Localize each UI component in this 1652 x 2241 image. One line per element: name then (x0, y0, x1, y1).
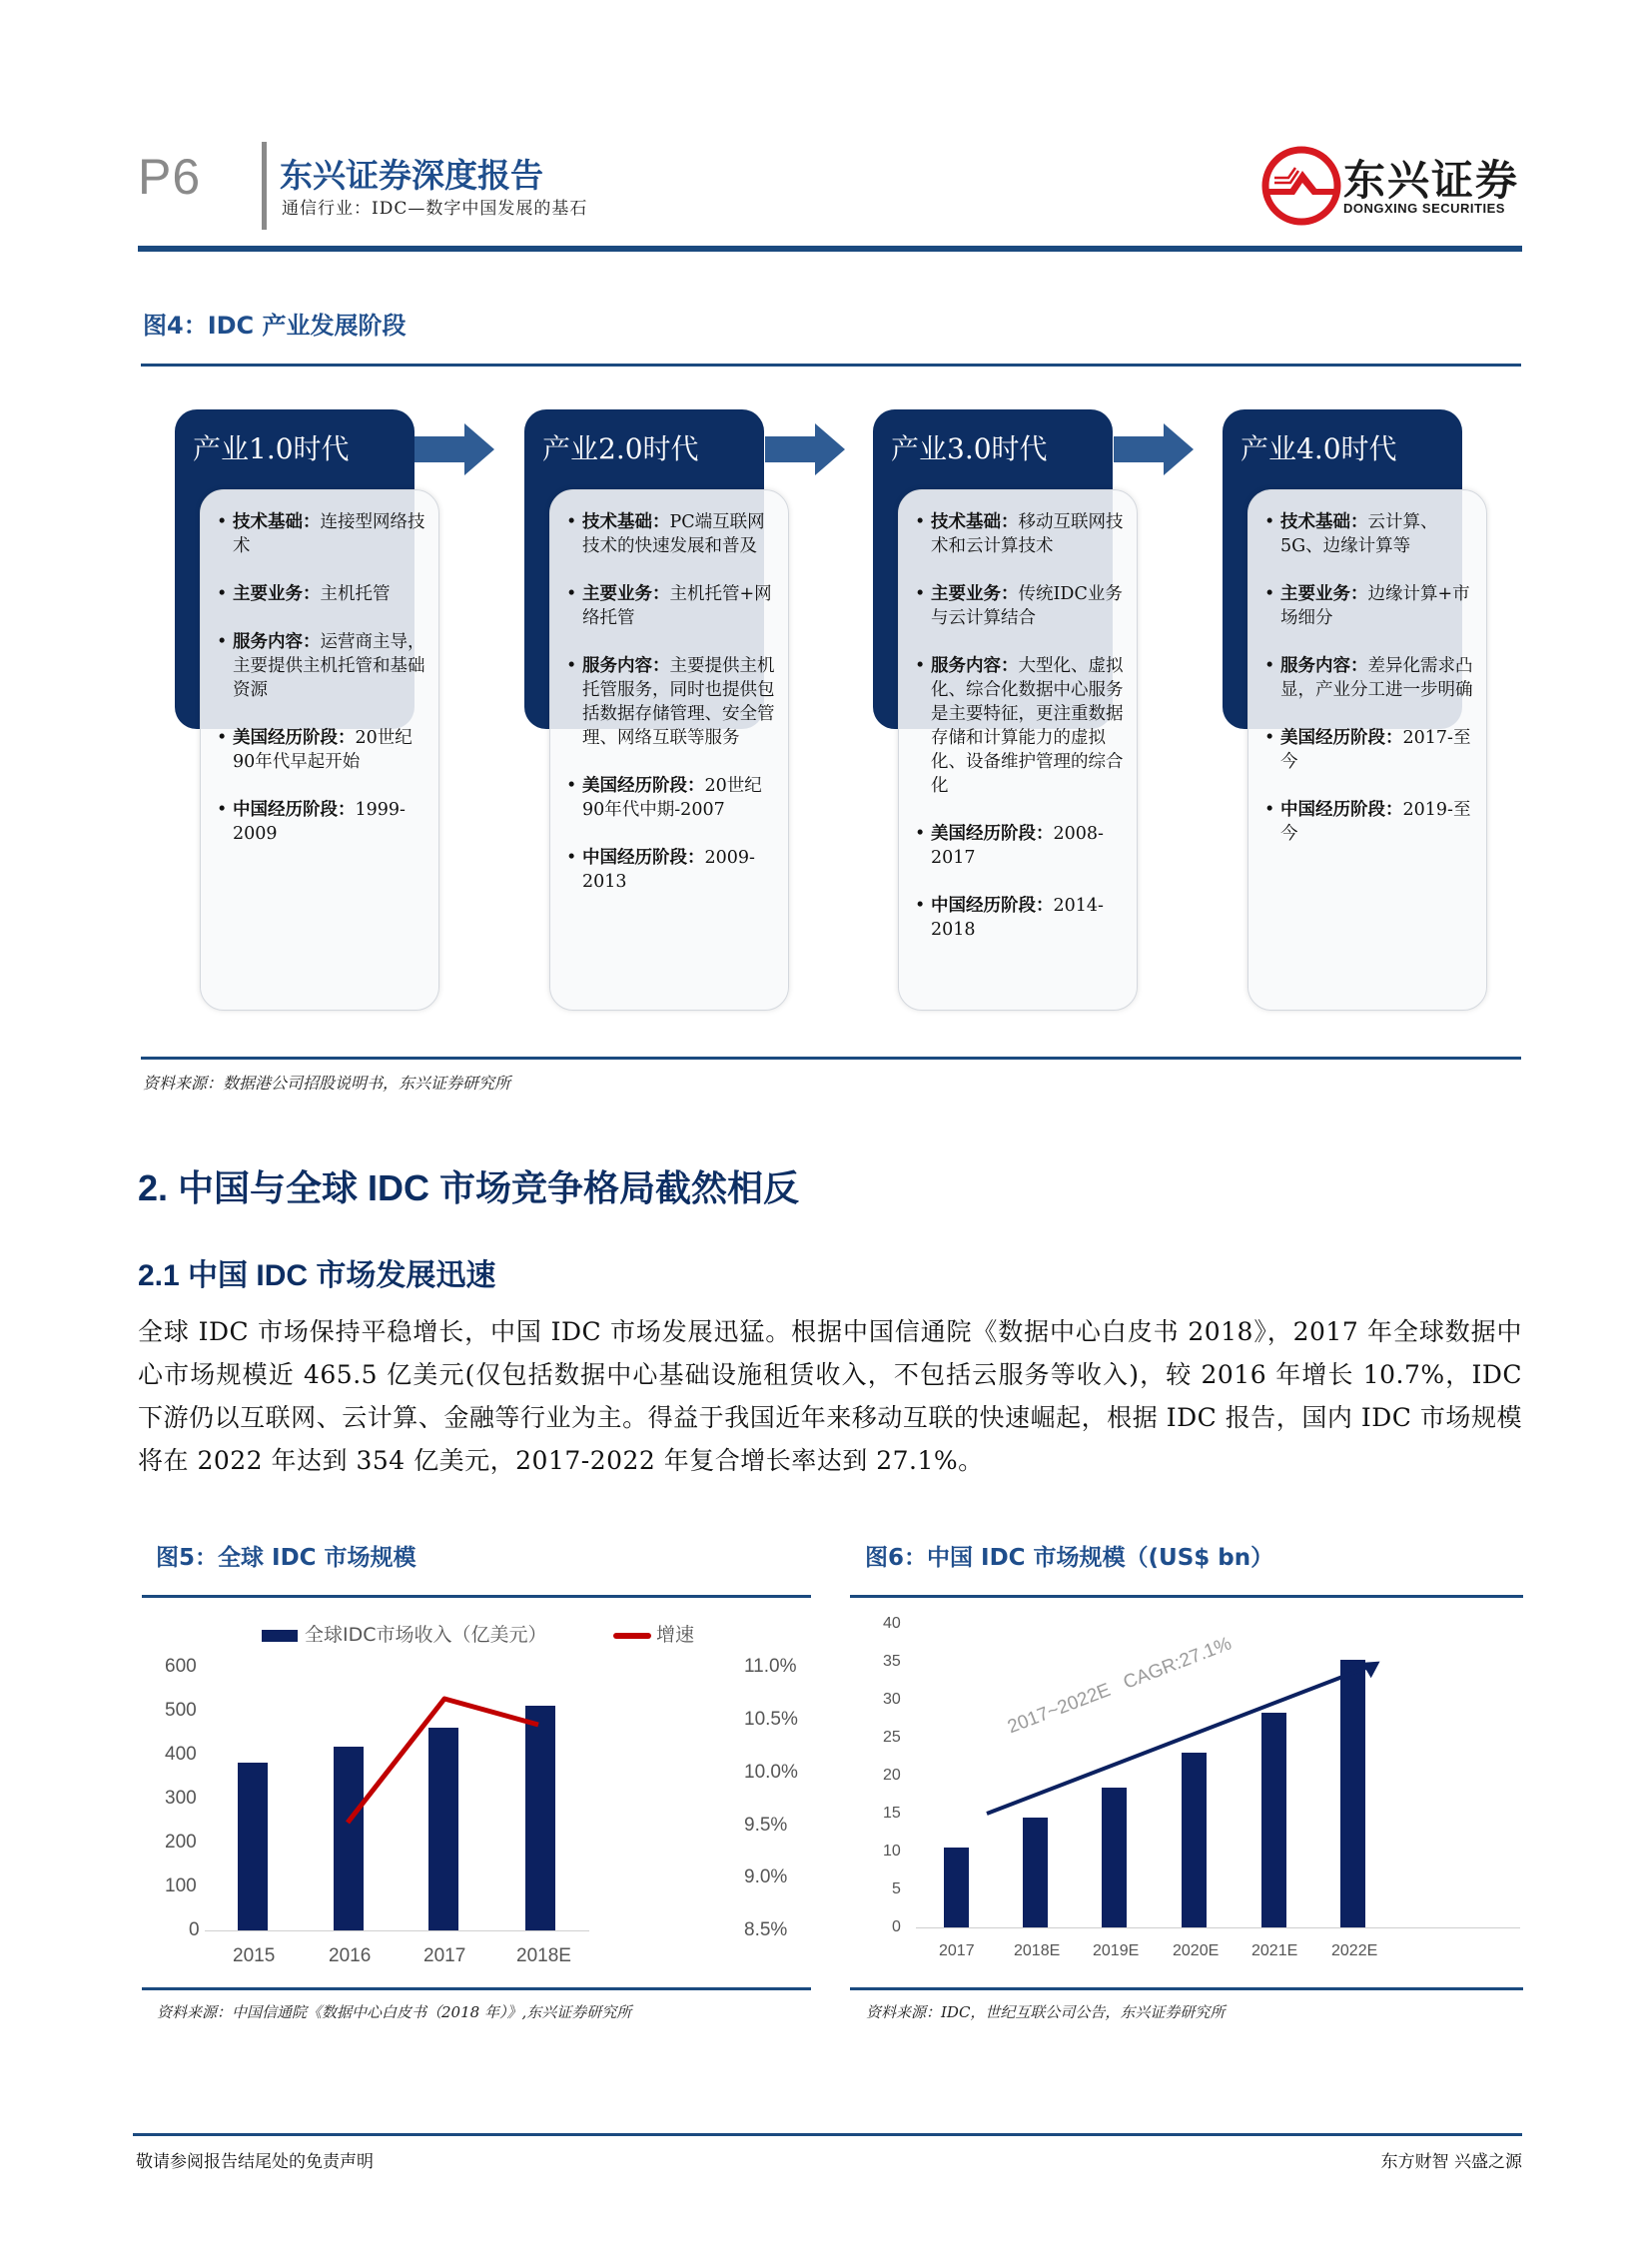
report-title: 东兴证券深度报告 (280, 156, 543, 195)
cagr-annotation: 2017~2022E CAGR:27.1% (1005, 1633, 1235, 1739)
figure6-bar-2018e (1023, 1818, 1048, 1927)
figure6-bottom-rule (850, 1987, 1523, 1990)
stage-item: • 美国经历阶段：2008-2017 (913, 822, 1127, 870)
stage-4-card (1247, 489, 1487, 1011)
footer-slogan: 东方财智 兴盛之源 (1380, 2152, 1522, 2172)
stage-item: • 中国经历阶段：2014-2018 (913, 894, 1127, 942)
figure5-bar-2015 (238, 1763, 268, 1930)
legend-bar-swatch (262, 1630, 298, 1642)
body-paragraph: 全球 IDC 市场保持平稳增长，中国 IDC 市场发展迅猛。根据中国信通院《数据中心白皮书 2018》，2017 年全球数据中心市场规模近 465.5 亿美元(仅包括数据中心基础设施租赁收入，不包括云服务等收入)，较 2016 年增长 10.7%，IDC 下游仍以互联网、云计算、金融等行业为主。得益于我国近年来移动互联的快速崛起，根据 IDC 报告，国内 IDC 市场规模将在 2022 年达到 354 亿美元，2017-2022 年复合增长率达到 27.1%。 (138, 1317, 1522, 1475)
stage-item: • 服务内容：大型化、虚拟化、综合化数据中心服务是主要特征，更注重数据存储和计算能力的虚拟化、设备维护管理的综合化 (913, 654, 1127, 798)
figure6-source: 资料来源：IDC，世纪互联公司公告，东兴证券研究所 (866, 2003, 1226, 2021)
stage-3-card (898, 489, 1138, 1011)
dongxing-logo-icon (1260, 145, 1342, 227)
logo-text-en: DONGXING SECURITIES (1343, 201, 1505, 216)
figure6-bar-2017 (944, 1848, 969, 1927)
figure5-bar-2018e (525, 1706, 555, 1930)
stage-item: • 主要业务：主机托管 (215, 582, 428, 606)
figure5-bar-2017 (428, 1728, 458, 1930)
figure6-top-rule (850, 1595, 1523, 1598)
figure4-source: 资料来源：数据港公司招股说明书，东兴证券研究所 (143, 1074, 511, 1093)
figure5-source: 资料来源：中国信通院《数据中心白皮书（2018 年）》,东兴证券研究所 (157, 2003, 632, 2021)
page-number: P6 (138, 149, 202, 205)
figure6-title: 图6：中国 IDC 市场规模（(US$ bn） (865, 1545, 1274, 1571)
figure5-top-rule (142, 1595, 811, 1598)
section-heading: 2. 中国与全球 IDC 市场竞争格局截然相反 (138, 1167, 800, 1208)
logo-text-cn: 东兴证券 (1343, 156, 1520, 205)
stage-item: • 中国经历阶段：2019-至今 (1262, 798, 1476, 846)
arrow-right-icon (765, 423, 845, 475)
stage-1-title: 产业1.0时代 (193, 432, 350, 465)
figure5-bar-2016 (334, 1747, 364, 1930)
stage-4-title: 产业4.0时代 (1240, 432, 1397, 465)
stage-item: • 美国经历阶段：2017-至今 (1262, 726, 1476, 774)
stage-item: • 技术基础：连接型网络技术 (215, 510, 428, 558)
stage-item: • 美国经历阶段：20世纪90年代早起开始 (215, 726, 428, 774)
stage-item: • 美国经历阶段：20世纪90年代中期-2007 (564, 774, 778, 822)
stage-item: • 技术基础：移动互联网技术和云计算技术 (913, 510, 1127, 558)
arrow-right-icon (1114, 423, 1194, 475)
stage-item: • 中国经历阶段：2009-2013 (564, 846, 778, 894)
arrow-right-icon (414, 423, 494, 475)
stage-item: • 服务内容：运营商主导，主要提供主机托管和基础资源 (215, 630, 428, 702)
stage-item: • 主要业务：边缘计算+市场细分 (1262, 582, 1476, 630)
figure4-top-rule (141, 364, 1521, 367)
stage-2-title: 产业2.0时代 (542, 432, 699, 465)
stage-item: • 服务内容：主要提供主机托管服务，同时也提供包括数据存储管理、安全管理、网络互联等服务 (564, 654, 778, 750)
figure5-title: 图5：全球 IDC 市场规模 (156, 1545, 416, 1571)
legend-line-swatch (613, 1633, 651, 1639)
figure5-x-axis (205, 1930, 589, 1931)
stage-item: • 中国经历阶段：1999-2009 (215, 798, 428, 846)
footer-rule (133, 2133, 1522, 2136)
cagr-trend-arrow-icon (979, 1648, 1398, 1828)
figure4-bottom-rule (141, 1057, 1521, 1060)
legend-line-label: 增速 (656, 1624, 695, 1646)
stage-item: • 主要业务：主机托管+网络托管 (564, 582, 778, 630)
header-divider (262, 142, 267, 230)
header-rule (138, 246, 1522, 252)
stage-item: • 技术基础：PC端互联网技术的快速发展和普及 (564, 510, 778, 558)
footer-disclaimer: 敬请参阅报告结尾处的免责声明 (136, 2152, 374, 2172)
stage-1-card (200, 489, 439, 1011)
figure5-bottom-rule (142, 1987, 811, 1990)
report-subtitle: 通信行业：IDC—数字中国发展的基石 (282, 199, 588, 219)
legend-bar-label: 全球IDC市场收入（亿美元） (305, 1624, 547, 1646)
stage-2-card (549, 489, 789, 1011)
figure4-title: 图4：IDC 产业发展阶段 (143, 312, 407, 340)
subsection-heading: 2.1 中国 IDC 市场发展迅速 (138, 1259, 496, 1292)
stage-item: • 服务内容：差异化需求凸显，产业分工进一步明确 (1262, 654, 1476, 702)
stage-item: • 技术基础：云计算、5G、边缘计算等 (1262, 510, 1476, 558)
stage-3-title: 产业3.0时代 (891, 432, 1048, 465)
stage-item: • 主要业务：传统IDC业务与云计算结合 (913, 582, 1127, 630)
figure6-x-axis (916, 1927, 1520, 1928)
